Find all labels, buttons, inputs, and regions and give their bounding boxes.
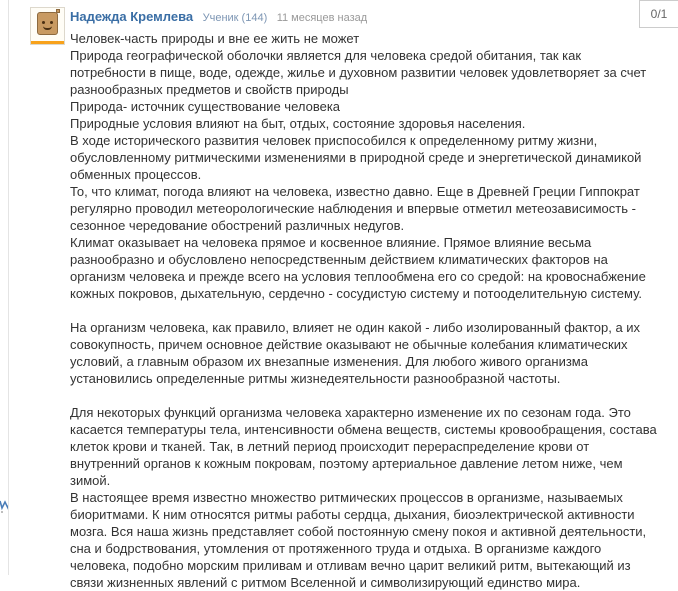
answer-text <box>70 30 661 591</box>
paragraph: Природа географической оболочки является для человека средой обитания, так как потребности в пище, воде, одежде, жилье и духовном развитии человек удовлетворяет за счет разнообразных предметов и свойств природы <box>70 48 650 97</box>
paragraph-blank <box>70 387 658 404</box>
smiley-face-icon <box>37 12 58 35</box>
left-panel-divider <box>8 0 9 575</box>
answer-counter-value: 0/1 <box>650 7 668 21</box>
author-status[interactable]: Ученик (144) <box>202 12 268 24</box>
paragraph: На организм человека, как правило, влияет не один какой - либо изолированный фактор, а их совокупность, причем основное действие оказывают не обычные колебания климатических условий, а главным образом их внезапные изменения. Для любого живого организма установились определенные ритмы жизнедеятельности разнообразной частоты. <box>70 320 644 386</box>
paragraph: Природные условия влияют на быт, отдых, состояние здоровья населения. <box>70 116 526 131</box>
avatar-accent-bar <box>31 41 64 44</box>
post-timestamp: 11 месяцев назад <box>276 12 368 24</box>
paragraph: Климат оказывает на человека прямое и косвенное влияние. Прямое влияние весьма разнообразно и обусловлено непосредственным действием климатических факторов на организм человека и прежде всего на условия теплообмена его со средой: на кровоснабжение кожных покровов, дыхательную, сердечно - сосудистую систему и потооделительную систему. <box>70 235 650 301</box>
paragraph: То, что климат, погода влияют на человека, известно давно. Еще в Древней Греции Гиппократ регулярно проводил метеорологические наблюдения и впервые отметил метеозависимость - сезонное чередование обострений различных недугов. <box>70 184 644 233</box>
user-avatar[interactable] <box>30 7 65 45</box>
paragraph: Для некоторых функций организма человека характерно изменение их по сезонам года. Это касается температуры тела, интенсивности обмена веществ, системы кровообращения, состава клеток крови и тканей. Так, в летний период происходит перераспределение крови от внутренний органов к кожным покровам, поэтому артериальное давление летом ниже, чем зимой. <box>70 405 661 488</box>
paragraph: Человек-часть природы и вне ее жить не может <box>70 31 360 46</box>
post-header <box>70 9 658 27</box>
paragraph-blank <box>70 302 658 319</box>
author-link[interactable]: Надежда Кремлева <box>70 9 194 24</box>
paragraph: Природа- источник существование человека <box>70 99 341 114</box>
cutoff-glyph-icon <box>0 499 8 515</box>
left-edge-cutoff-link[interactable] <box>0 499 8 515</box>
paragraph: В ходе исторического развития человек приспособился к определенному ритму жизни, обусловленному ритмическими изменениями в природной среде и энергетической динамикой обменных процессов. <box>70 133 646 182</box>
paragraph: В настоящее время известно множество ритмических процессов в организме, называемых биоритмами. К ним относятся ритмы работы сердца, дыхания, биоэлектрической активности мозга. Вся наша жизнь представляет собой постоянную смену покоя и активной деятельности, сна и бодрствования, утомления от протяженного труда и отдыха. В организме каждого человека, подобно морским приливам и отливам вечно царит великий ритм, вытекающий из связи жизненных явлений с ритмом Вселенной и символизирующий единство мира. <box>70 490 650 590</box>
